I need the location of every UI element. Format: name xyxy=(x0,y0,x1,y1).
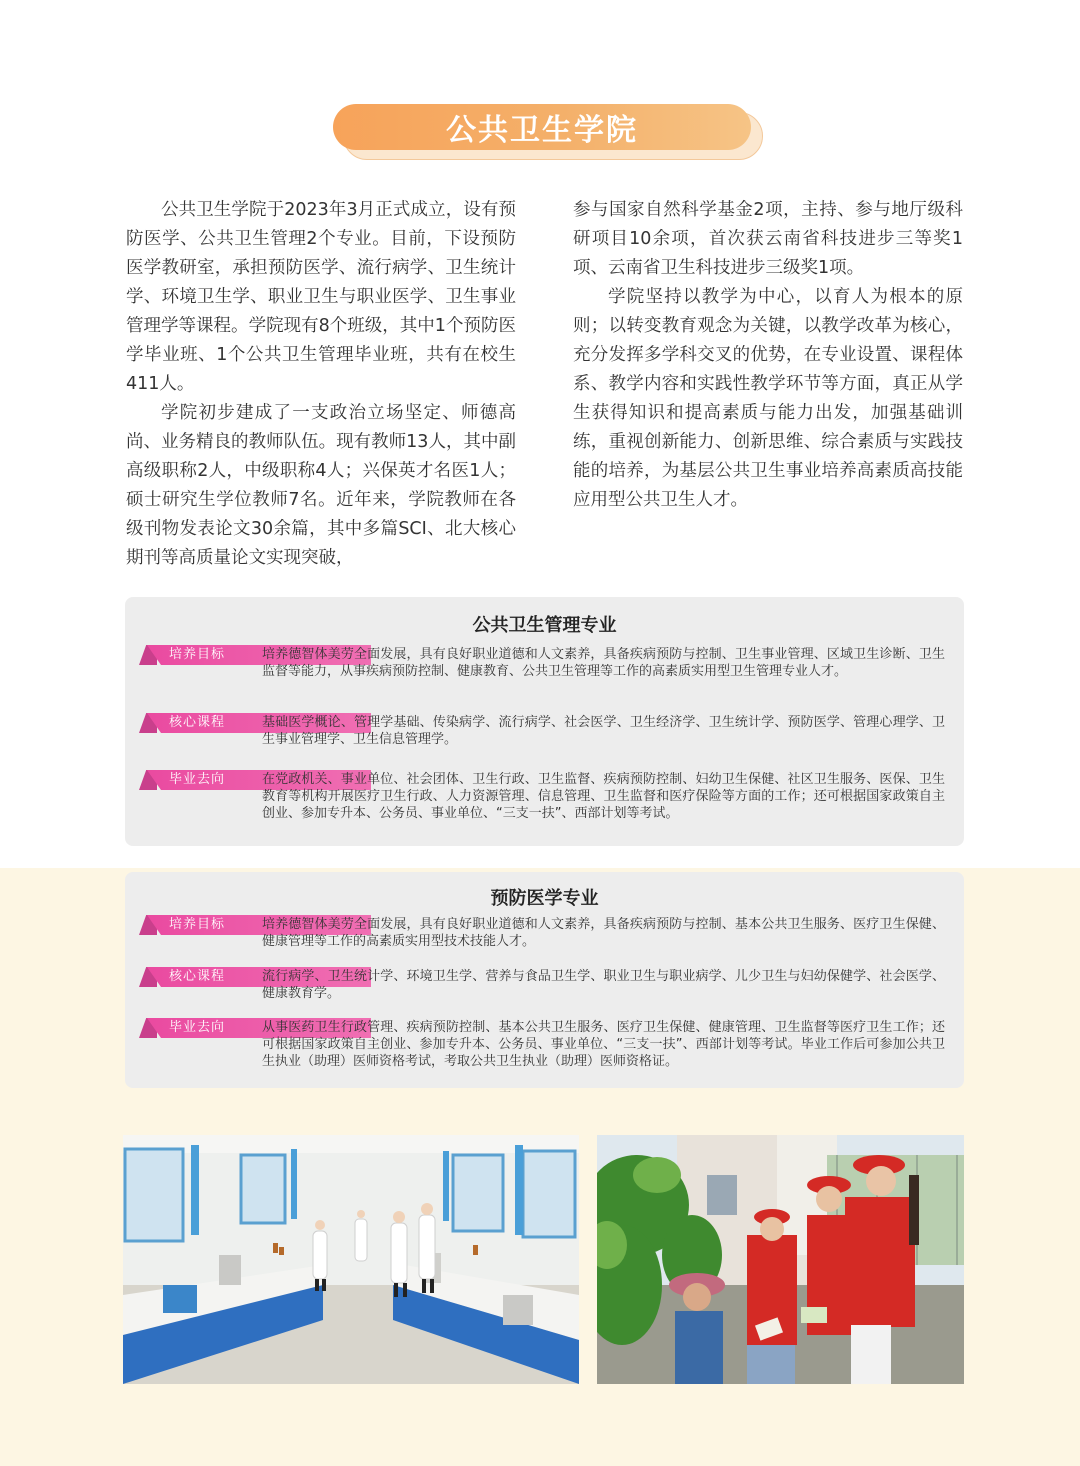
volunteer-photo xyxy=(597,1135,964,1384)
page-title: 公共卫生学院 xyxy=(446,113,638,148)
title-pill xyxy=(333,104,751,150)
laboratory-illustration xyxy=(123,1135,579,1384)
intro-paragraph: 公共卫生学院于2023年3月正式成立，设有预防医学、公共卫生管理2个专业。目前，下设预防医学教研室，承担预防医学、流行病学、卫生统计学、环境卫生学、职业卫生与职业医学、卫生事业管理学等课程。学院现有8个班级，其中1个预防医学毕业班、1个公共卫生管理毕业班，共有在校生411人。 xyxy=(126,200,516,394)
tag-label: 培养目标 xyxy=(169,647,226,662)
row-description: 流行病学、卫生统计学、环境卫生学、营养与食品卫生学、职业卫生与职业病学、儿少卫生与妇幼保健学、社会医学、健康教育学。 xyxy=(262,969,945,1001)
tag-label: 核心课程 xyxy=(169,969,226,984)
row-description: 在党政机关、事业单位、社会团体、卫生行政、卫生监督、疾病预防控制、妇幼卫生保健、社区卫生服务、医保、卫生教育等机构开展医疗卫生行政、人力资源管理、信息管理、卫生监督和医疗保险等方面的工作；还可根据国家政策自主创业、参加专升本、公务员、事业单位、“三支一扶”、西部计划等考试。 xyxy=(262,772,945,821)
volunteer-illustration xyxy=(597,1135,964,1384)
row-description: 从事医药卫生行政管理、疾病预防控制、基本公共卫生服务、医疗卫生保健、健康管理、卫生监督等医疗卫生工作；还可根据国家政策自主创业、参加专升本、公务员、事业单位、“三支一扶”、西部计划等考试。毕业工作后可参加公共卫生执业（助理）医师资格考试，考取公共卫生执业（助理）医师资格证。 xyxy=(262,1020,945,1069)
tag-label: 培养目标 xyxy=(169,917,226,932)
intro-paragraph: 学院坚持以教学为中心，以育人为根本的原则；以转变教育观念为关键，以教学改革为核心，充分发挥多学科交叉的优势，在专业设置、课程体系、教学内容和实践性教学环节等方面，真正从学生获得知识和提高素质与能力出发，加强基础训练，重视创新能力、创新思维、综合素质与实践技能的培养，为基层公共卫生事业培养高素质高技能应用型公共卫生人才。 xyxy=(573,287,963,510)
intro-left-column xyxy=(126,196,516,573)
section-title xyxy=(333,104,761,160)
major-card-public-health-management xyxy=(125,597,964,846)
row-description: 培养德智体美劳全面发展，具有良好职业道德和人文素养，具备疾病预防与控制、基本公共卫生服务、医疗卫生保健、健康管理等工作的高素质实用型技术技能人才。 xyxy=(262,917,945,949)
intro-paragraph: 学院初步建成了一支政治立场坚定、师德高尚、业务精良的教师队伍。现有教师13人，其中副高级职称2人，中级职称4人；兴保英才名医1人；硕士研究生学位教师7名。近年来，学院教师在各级刊物发表论文30余篇，其中多篇SCI、北大核心期刊等高质量论文实现突破， xyxy=(126,403,516,568)
laboratory-photo xyxy=(123,1135,579,1384)
row-description: 培养德智体美劳全面发展，具有良好职业道德和人文素养，具备疾病预防与控制、卫生事业管理、区域卫生诊断、卫生监督等能力，从事疾病预防控制、健康教育、公共卫生管理等工作的高素质实用型卫生管理专业人才。 xyxy=(262,647,945,679)
intro-right-column xyxy=(573,196,963,515)
row-description: 基础医学概论、管理学基础、传染病学、流行病学、社会医学、卫生经济学、卫生统计学、预防医学、管理心理学、卫生事业管理学、卫生信息管理学。 xyxy=(262,715,945,747)
major-card-preventive-medicine xyxy=(125,872,964,1088)
major-title: 公共卫生管理专业 xyxy=(472,615,617,636)
tag-label: 毕业去向 xyxy=(169,772,226,787)
tag-label: 核心课程 xyxy=(169,715,226,730)
major-title: 预防医学专业 xyxy=(490,888,599,909)
intro-paragraph: 参与国家自然科学基金2项，主持、参与地厅级科研项目10余项，首次获云南省科技进步三等奖1项、云南省卫生科技进步三级奖1项。 xyxy=(573,200,963,278)
tag-label: 毕业去向 xyxy=(169,1020,226,1035)
